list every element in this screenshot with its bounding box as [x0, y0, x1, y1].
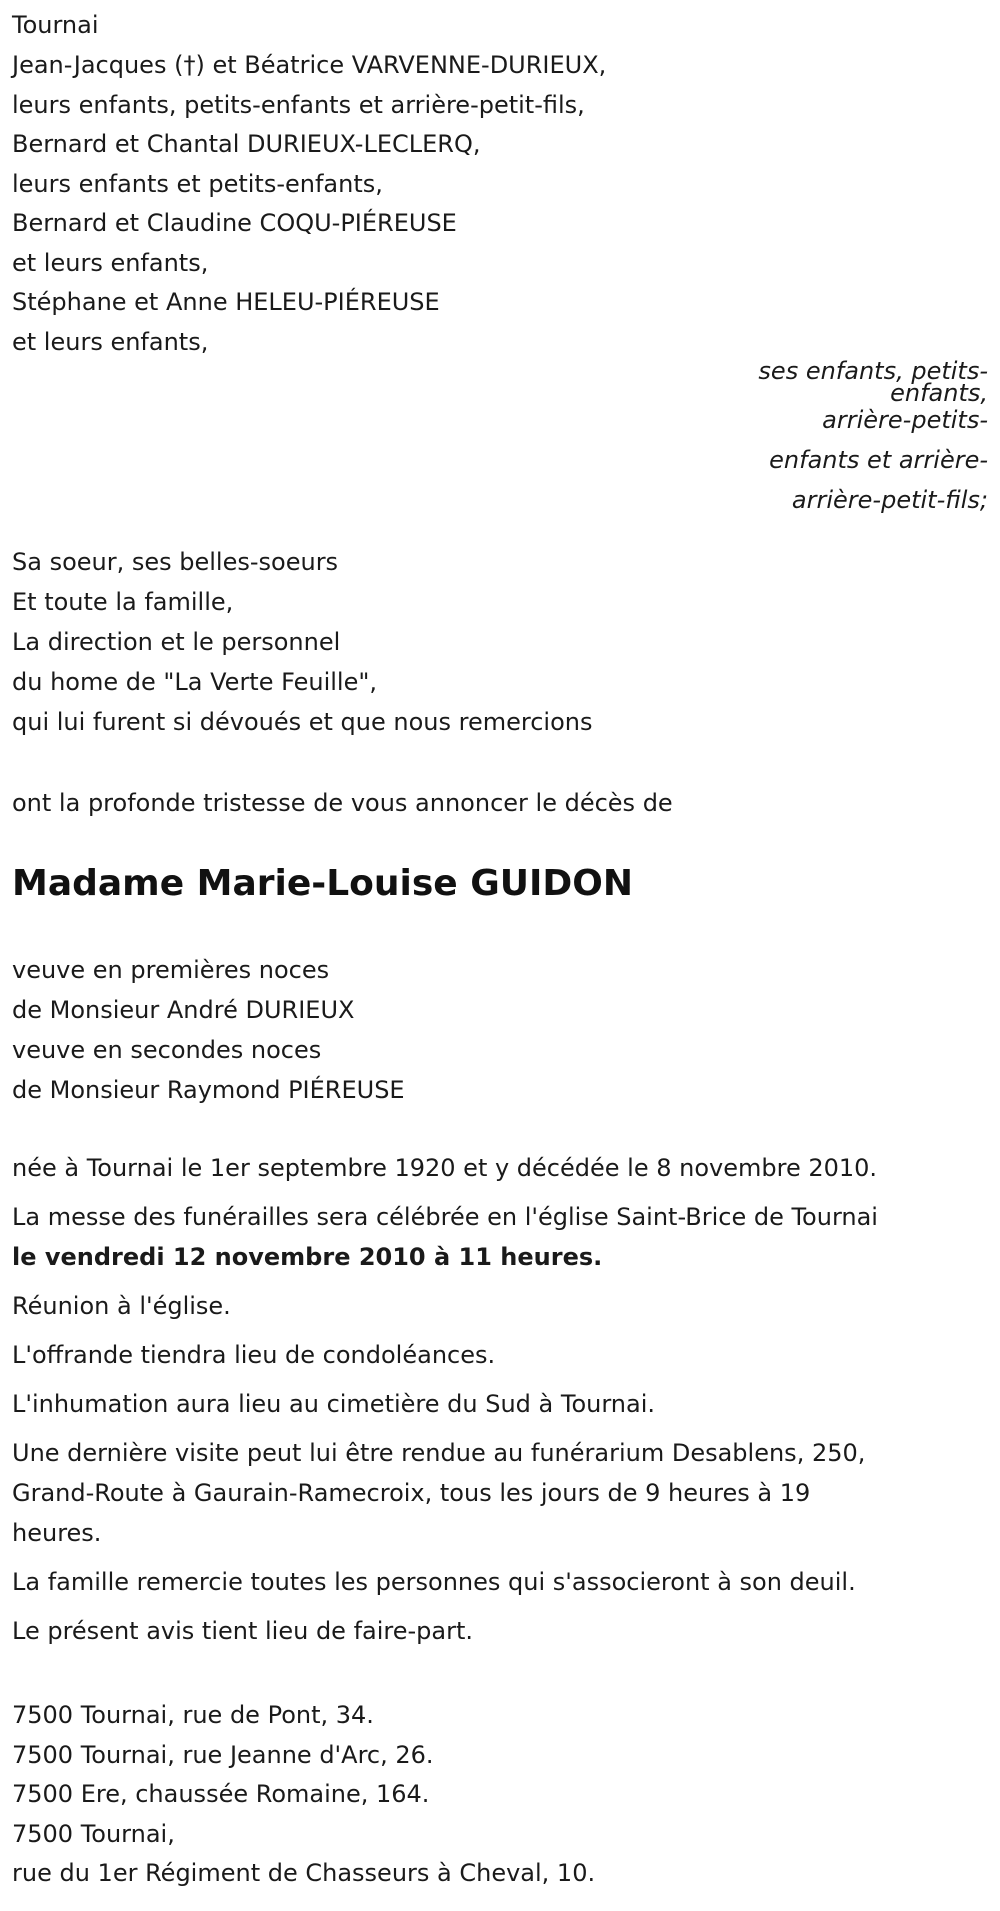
widow-line: veuve en premières noces: [12, 956, 330, 984]
visit-line: heures.: [12, 1519, 102, 1547]
widow-info: [12, 950, 405, 1110]
family-list: [12, 46, 988, 362]
family-line: Bernard et Chantal DURIEUX-LECLERQ,: [12, 130, 481, 158]
meeting-line: Réunion à l'église.: [12, 1292, 231, 1320]
descendants-line: arrière-petit-fils;: [791, 486, 988, 514]
meeting-text: [12, 1286, 972, 1326]
birth-death-text: [12, 1148, 972, 1188]
widow-line: veuve en secondes noces: [12, 1036, 322, 1064]
relatives-line: du home de "La Verte Feuille",: [12, 668, 378, 696]
burial-line: L'inhumation aura lieu au cimetière du Sud à Tournai.: [12, 1390, 656, 1418]
family-line: leurs enfants, petits-enfants et arrière-petit-fils,: [12, 90, 585, 119]
thanks-text: [12, 1562, 972, 1602]
relatives-line: Et toute la famille,: [12, 588, 234, 616]
address-line: 7500 Ere, chaussée Romaine, 164.: [12, 1780, 430, 1808]
address-line: 7500 Tournai,: [12, 1819, 175, 1848]
address-line: 7500 Tournai, rue Jeanne d'Arc, 26.: [12, 1740, 434, 1769]
city-heading: Tournai: [12, 11, 99, 39]
descendants-line: ses enfants, petits-: [758, 357, 988, 385]
offering-text: [12, 1335, 972, 1375]
descendants-line: enfants et arrière-: [769, 446, 988, 474]
widow-line: de Monsieur Raymond PIÉREUSE: [12, 1076, 405, 1104]
deceased-name: Madame Marie-Louise GUIDON: [12, 863, 634, 904]
relatives-line: La direction et le personnel: [12, 628, 341, 656]
notice-text: [12, 1611, 972, 1651]
descendants-line: arrière-petits-: [822, 406, 988, 434]
family-line: et leurs enfants,: [12, 248, 209, 277]
descendants-note: [728, 356, 988, 520]
birth-death-line: née à Tournai le 1er septembre 1920 et y décédée le 8 novembre 2010.: [12, 1154, 878, 1182]
visit-text: [12, 1433, 972, 1553]
relatives-line: Sa soeur, ses belles-soeurs: [12, 548, 339, 576]
notice-line: Le présent avis tient lieu de faire-part.: [12, 1617, 474, 1645]
mass-line: La messe des funérailles sera célébrée en l'église Saint-Brice de Tournai: [12, 1203, 878, 1231]
family-line: leurs enfants et petits-enfants,: [12, 169, 383, 198]
funeral-details: [12, 1148, 972, 1660]
relatives-line: qui lui furent si dévoués et que nous remercions: [12, 708, 593, 736]
address-line: 7500 Tournai, rue de Pont, 34.: [12, 1701, 374, 1729]
mass-date-line: le vendredi 12 novembre 2010 à 11 heures.: [12, 1243, 603, 1271]
offering-line: L'offrande tiendra lieu de condoléances.: [12, 1341, 496, 1369]
mass-text: [12, 1197, 972, 1277]
thanks-line: La famille remercie toutes les personnes qui s'associeront à son deuil.: [12, 1568, 856, 1596]
burial-text: [12, 1384, 972, 1424]
visit-line: Une dernière visite peut lui être rendue au funérarium Desablens, 250,: [12, 1439, 866, 1467]
relatives-list: [12, 542, 592, 742]
address-line: rue du 1er Régiment de Chasseurs à Cheval, 10.: [12, 1859, 596, 1887]
family-line: Jean-Jacques (†) et Béatrice VARVENNE-DURIEUX,: [12, 51, 607, 79]
family-line: Bernard et Claudine COQU-PIÉREUSE: [12, 209, 457, 237]
family-line: et leurs enfants,: [12, 327, 209, 356]
address-list: [12, 1696, 595, 1894]
widow-line: de Monsieur André DURIEUX: [12, 996, 355, 1024]
family-line: Stéphane et Anne HELEU-PIÉREUSE: [12, 288, 440, 316]
descendants-line: enfants,: [890, 379, 988, 407]
visit-line: Grand-Route à Gaurain-Ramecroix, tous les jours de 9 heures à 19: [12, 1479, 811, 1507]
announcement-text: ont la profonde tristesse de vous annoncer le décès de: [12, 789, 673, 817]
